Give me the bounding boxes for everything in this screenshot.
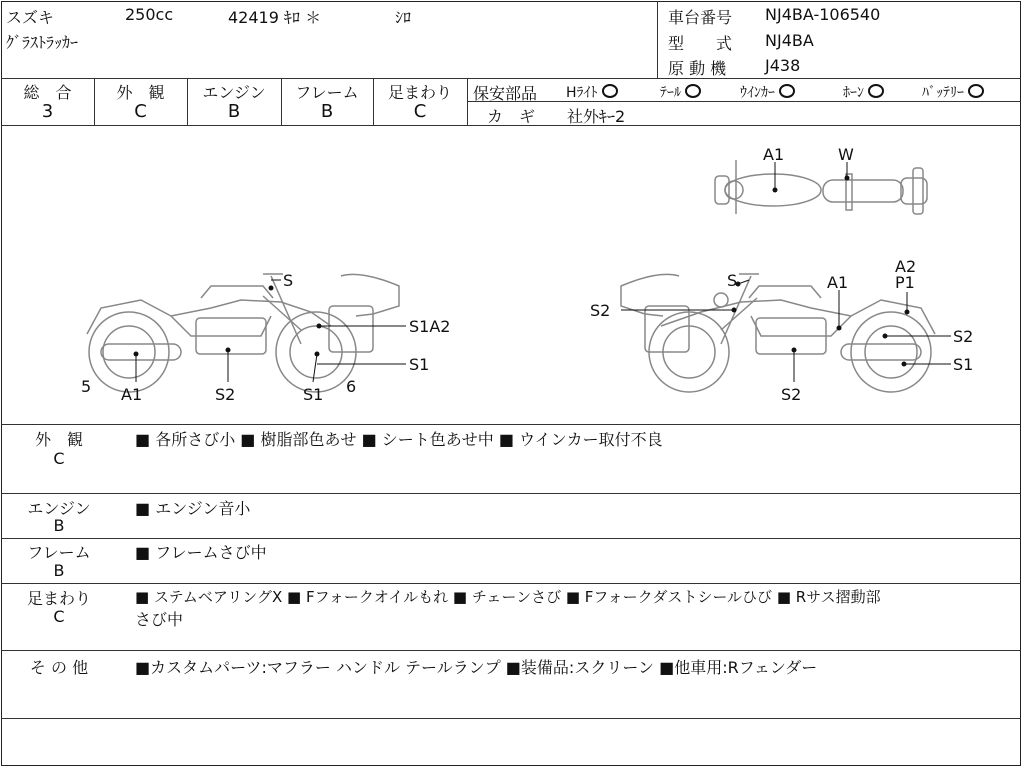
divider bbox=[1, 424, 1021, 425]
diagram-label: S1 bbox=[409, 355, 430, 374]
diagram-label: S bbox=[727, 271, 738, 290]
safety-item-tail: ﾃｰﾙ bbox=[660, 82, 701, 102]
bike-top-view bbox=[715, 160, 927, 214]
section-suspension-label: 足まわり bbox=[26, 589, 91, 608]
section-other-text: ■カスタムパーツ:マフラー ハンドル テールランプ ■装備品:スクリーン ■他車用:Rフェンダー bbox=[135, 658, 818, 677]
diagram-label: S2 bbox=[781, 385, 802, 404]
diagram-label: A2 bbox=[895, 257, 917, 276]
grade-overall-value: 3 bbox=[41, 101, 54, 122]
section-suspension-grade: C bbox=[53, 607, 65, 626]
type-value: NJ4BA bbox=[765, 31, 814, 50]
section-engine-text: ■ エンジン音小 bbox=[135, 499, 251, 518]
displacement: 250cc bbox=[125, 5, 174, 24]
grade-exterior-value: C bbox=[134, 101, 147, 122]
grade-suspension-value: C bbox=[413, 101, 427, 122]
section-engine-label: エンジン bbox=[27, 499, 91, 518]
diagram-label: S bbox=[283, 271, 294, 290]
frame-no: NJ4BA-106540 bbox=[765, 5, 881, 24]
model-name: ｸﾞﾗｽﾄﾗｯｶｰ bbox=[6, 33, 79, 52]
section-exterior-label: 外 観 bbox=[34, 430, 83, 449]
safety-item-headlight: Hﾗｲﾄ bbox=[566, 82, 618, 102]
divider bbox=[1, 650, 1021, 651]
ok-circle-icon bbox=[685, 84, 701, 98]
grade-exterior-label: 外 観 bbox=[116, 83, 165, 102]
section-other-label: そ の 他 bbox=[29, 658, 89, 677]
key-label: カ ギ bbox=[487, 107, 536, 126]
section-suspension-text-cont: さび中 bbox=[135, 610, 184, 629]
diagram-label: 5 bbox=[81, 377, 92, 396]
divider bbox=[1, 78, 1021, 79]
diagram-label: A1 bbox=[121, 385, 143, 404]
type-label: 型 式 bbox=[668, 34, 733, 53]
engine-value: J438 bbox=[765, 56, 801, 75]
safety-item-horn: ﾎｰﾝ bbox=[843, 82, 884, 102]
grade-frame-label: フレーム bbox=[295, 83, 359, 102]
divider bbox=[1, 718, 1021, 719]
divider bbox=[1, 538, 1021, 539]
section-frame-grade: B bbox=[53, 561, 65, 580]
diagram-label: 6 bbox=[346, 377, 357, 396]
safety-label: 保安部品 bbox=[473, 84, 538, 103]
divider bbox=[1, 493, 1021, 494]
bike-left-view bbox=[87, 274, 399, 392]
grade-suspension-label: 足まわり bbox=[387, 83, 452, 102]
section-engine-grade: B bbox=[53, 516, 65, 535]
color: ｼﾛ bbox=[395, 8, 412, 27]
bike-right-view bbox=[621, 274, 935, 392]
diagram-label: S1A2 bbox=[409, 317, 451, 336]
section-frame-text: ■ フレームさび中 bbox=[135, 543, 267, 562]
safety-item-battery: ﾊﾞｯﾃﾘｰ bbox=[922, 82, 984, 102]
diagram-label: S2 bbox=[953, 327, 974, 346]
section-exterior-text: ■ 各所さび小 ■ 樹脂部色あせ ■ シート色あせ中 ■ ウインカー取付不良 bbox=[135, 430, 663, 449]
diagram-label: S2 bbox=[215, 385, 236, 404]
grade-frame-value: B bbox=[320, 101, 334, 122]
ok-circle-icon bbox=[602, 84, 618, 98]
diagram-label: S1 bbox=[953, 355, 974, 374]
mileage: 42419 ｷﾛ ＊ bbox=[228, 8, 322, 27]
section-suspension-text: ■ ステムベアリングX ■ Fフォークオイルもれ ■ チェーンさび ■ Fフォークダストシールひび ■ Rサス摺動部 bbox=[135, 588, 881, 606]
divider bbox=[657, 1, 658, 79]
ok-circle-icon bbox=[968, 84, 984, 98]
diagram-label: A1 bbox=[827, 273, 849, 292]
section-frame-label: フレーム bbox=[27, 543, 91, 562]
diagram-label: S2 bbox=[590, 301, 611, 320]
diagram-label: A1 bbox=[763, 145, 785, 164]
divider bbox=[467, 78, 468, 126]
divider bbox=[1, 583, 1021, 584]
grade-engine-value: B bbox=[227, 101, 241, 122]
ok-circle-icon bbox=[868, 84, 884, 98]
safety-item-winker: ｳｲﾝｶｰ bbox=[740, 82, 795, 102]
frame-no-label: 車台番号 bbox=[668, 8, 733, 27]
bike-damage-diagram bbox=[1, 126, 1021, 424]
grade-overall-label: 総 合 bbox=[23, 83, 72, 102]
maker: スズキ bbox=[6, 8, 55, 27]
diagram-label: S1 bbox=[303, 385, 324, 404]
diagram-label: W bbox=[838, 145, 854, 164]
key-value: 社外ｷｰ2 bbox=[567, 107, 626, 126]
ok-circle-icon bbox=[779, 84, 795, 98]
engine-label: 原 動 機 bbox=[668, 59, 727, 78]
diagram-label: P1 bbox=[895, 273, 915, 292]
section-exterior-grade: C bbox=[53, 449, 65, 468]
grade-engine-label: エンジン bbox=[202, 83, 266, 102]
